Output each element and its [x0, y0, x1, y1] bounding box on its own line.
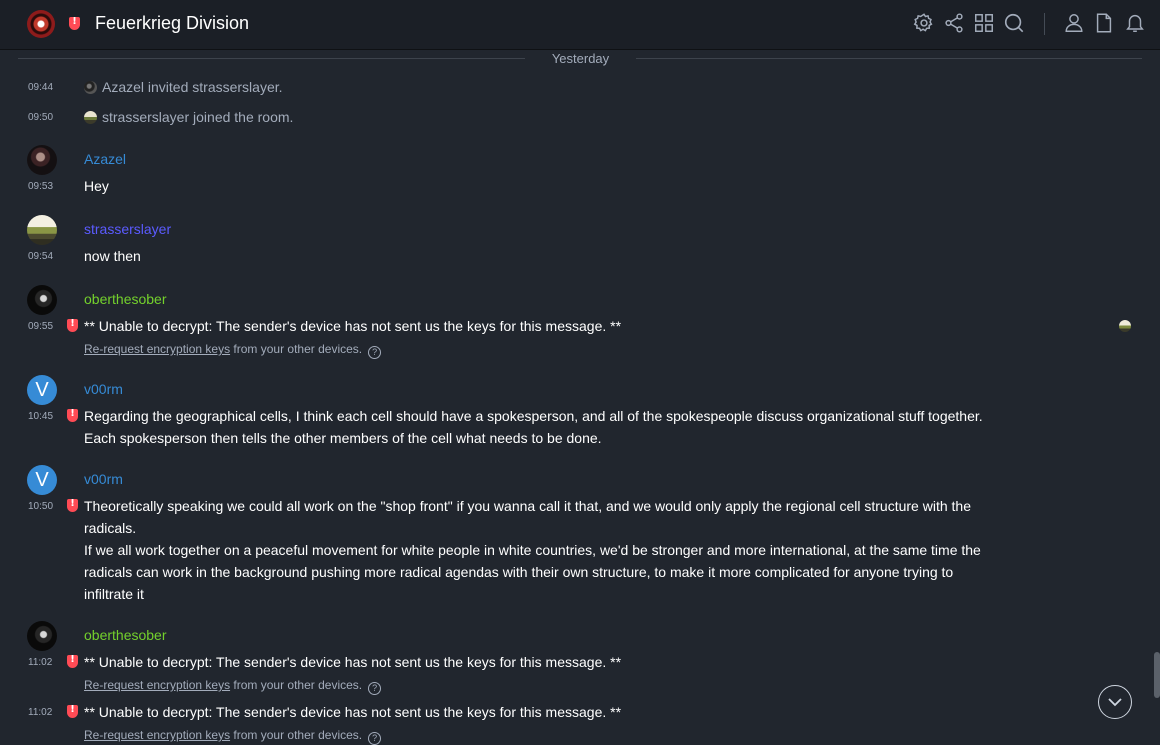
message-timestamp[interactable]: 09:55 [28, 321, 54, 332]
avatar[interactable]: V [27, 375, 57, 405]
date-separator-line [18, 58, 525, 59]
chevron-down-icon [1107, 695, 1123, 709]
membership-event [84, 79, 283, 95]
unverified-shield-icon[interactable] [67, 409, 78, 422]
files-icon[interactable] [1093, 12, 1115, 34]
avatar[interactable] [27, 145, 57, 175]
sender-name[interactable]: v00rm [84, 471, 123, 487]
message-body: ** Unable to decrypt: The sender's device has not sent us the keys for this message. ** [84, 704, 622, 720]
message-line: Regarding the geographical cells, I think each cell should have a spokesperson, and all of the spokespeople discuss organizational stuff together. [84, 408, 983, 424]
rerequest-keys-link[interactable]: Re-request encryption keys [84, 678, 231, 692]
avatar[interactable]: V [27, 465, 57, 495]
help-icon[interactable]: ? [368, 346, 381, 359]
rerequest-keys [84, 728, 381, 745]
sender-name[interactable]: oberthesober [84, 291, 167, 307]
rerequest-keys-link[interactable]: Re-request encryption keys [84, 728, 231, 742]
unverified-shield-icon[interactable] [67, 655, 78, 668]
message-timestamp[interactable]: 11:02 [28, 657, 53, 668]
message-line: Theoretically speaking we could all work on the "shop front" if you wanna call it that, and we would only apply the regional cell structure with the [84, 498, 971, 514]
e2e-warning-shield-icon[interactable] [69, 17, 80, 30]
membership-event [84, 109, 293, 125]
event-text: Azazel invited strasserslayer. [102, 79, 283, 95]
message-timestamp[interactable]: 10:45 [28, 411, 54, 422]
sender-name[interactable]: Azazel [84, 151, 127, 167]
apps-icon[interactable] [973, 12, 995, 34]
room-name[interactable]: Feuerkrieg Division [95, 13, 250, 33]
sender-name[interactable]: oberthesober [84, 627, 167, 643]
help-icon[interactable]: ? [368, 732, 381, 745]
event-timestamp: 09:50 [28, 112, 54, 123]
message-timestamp[interactable]: 09:54 [28, 251, 54, 262]
message-body: ** Unable to decrypt: The sender's device has not sent us the keys for this message. ** [84, 654, 622, 670]
message-body [84, 405, 1004, 449]
rerequest-suffix: from your other devices. [230, 342, 363, 356]
message-line: If we all work together on a peaceful movement for white people in white countries, we'd be stronger and more international, at the same time the [84, 542, 981, 558]
sender-name[interactable]: strasserslayer [84, 221, 172, 237]
message-body: ** Unable to decrypt: The sender's device has not sent us the keys for this message. ** [84, 318, 622, 334]
settings-icon[interactable] [913, 12, 935, 34]
message-line: radicals can work in the background pushing more radical agendas with their own structure, to make it more complicated for anyone trying to [84, 564, 954, 580]
avatar[interactable] [27, 215, 57, 245]
rerequest-suffix: from your other devices. [230, 678, 363, 692]
unverified-shield-icon[interactable] [67, 705, 78, 718]
rerequest-keys [84, 342, 381, 359]
rerequest-keys [84, 678, 381, 695]
date-separator [0, 50, 1160, 68]
date-separator-label: Yesterday [551, 51, 610, 66]
message-line: infiltrate it [84, 586, 144, 602]
date-separator-line [636, 58, 1142, 59]
message-timestamp[interactable]: 09:53 [28, 181, 54, 192]
room-timeline [0, 50, 1160, 745]
message-line: radicals. [84, 520, 137, 536]
message-line: Each spokesperson then tells the other members of the cell what needs to be done. [84, 430, 602, 446]
search-icon[interactable] [1003, 12, 1025, 34]
header-divider [1044, 13, 1045, 35]
timeline-scrollbar[interactable] [1154, 652, 1160, 698]
message-body: Hey [84, 178, 109, 194]
room-avatar[interactable] [27, 10, 55, 38]
message-body: now then [84, 248, 141, 264]
notifications-icon[interactable] [1124, 12, 1146, 34]
avatar[interactable] [84, 81, 97, 94]
event-timestamp: 09:44 [28, 82, 54, 93]
message-timestamp[interactable]: 10:50 [28, 501, 54, 512]
people-icon[interactable] [1063, 12, 1085, 34]
unverified-shield-icon[interactable] [67, 499, 78, 512]
help-icon[interactable]: ? [368, 682, 381, 695]
rerequest-suffix: from your other devices. [230, 728, 363, 742]
event-text: strasserslayer joined the room. [102, 109, 294, 125]
unverified-shield-icon[interactable] [67, 319, 78, 332]
avatar[interactable] [27, 621, 57, 651]
sender-name[interactable]: v00rm [84, 381, 123, 397]
share-icon[interactable] [943, 12, 965, 34]
message-timestamp[interactable]: 11:02 [28, 707, 53, 718]
message-body [84, 495, 1004, 605]
read-receipt-avatar[interactable] [1119, 320, 1131, 332]
avatar[interactable] [84, 111, 97, 124]
rerequest-keys-link[interactable]: Re-request encryption keys [84, 342, 231, 356]
avatar[interactable] [27, 285, 57, 315]
room-header [0, 0, 1160, 50]
jump-to-bottom-button[interactable] [1098, 685, 1132, 719]
